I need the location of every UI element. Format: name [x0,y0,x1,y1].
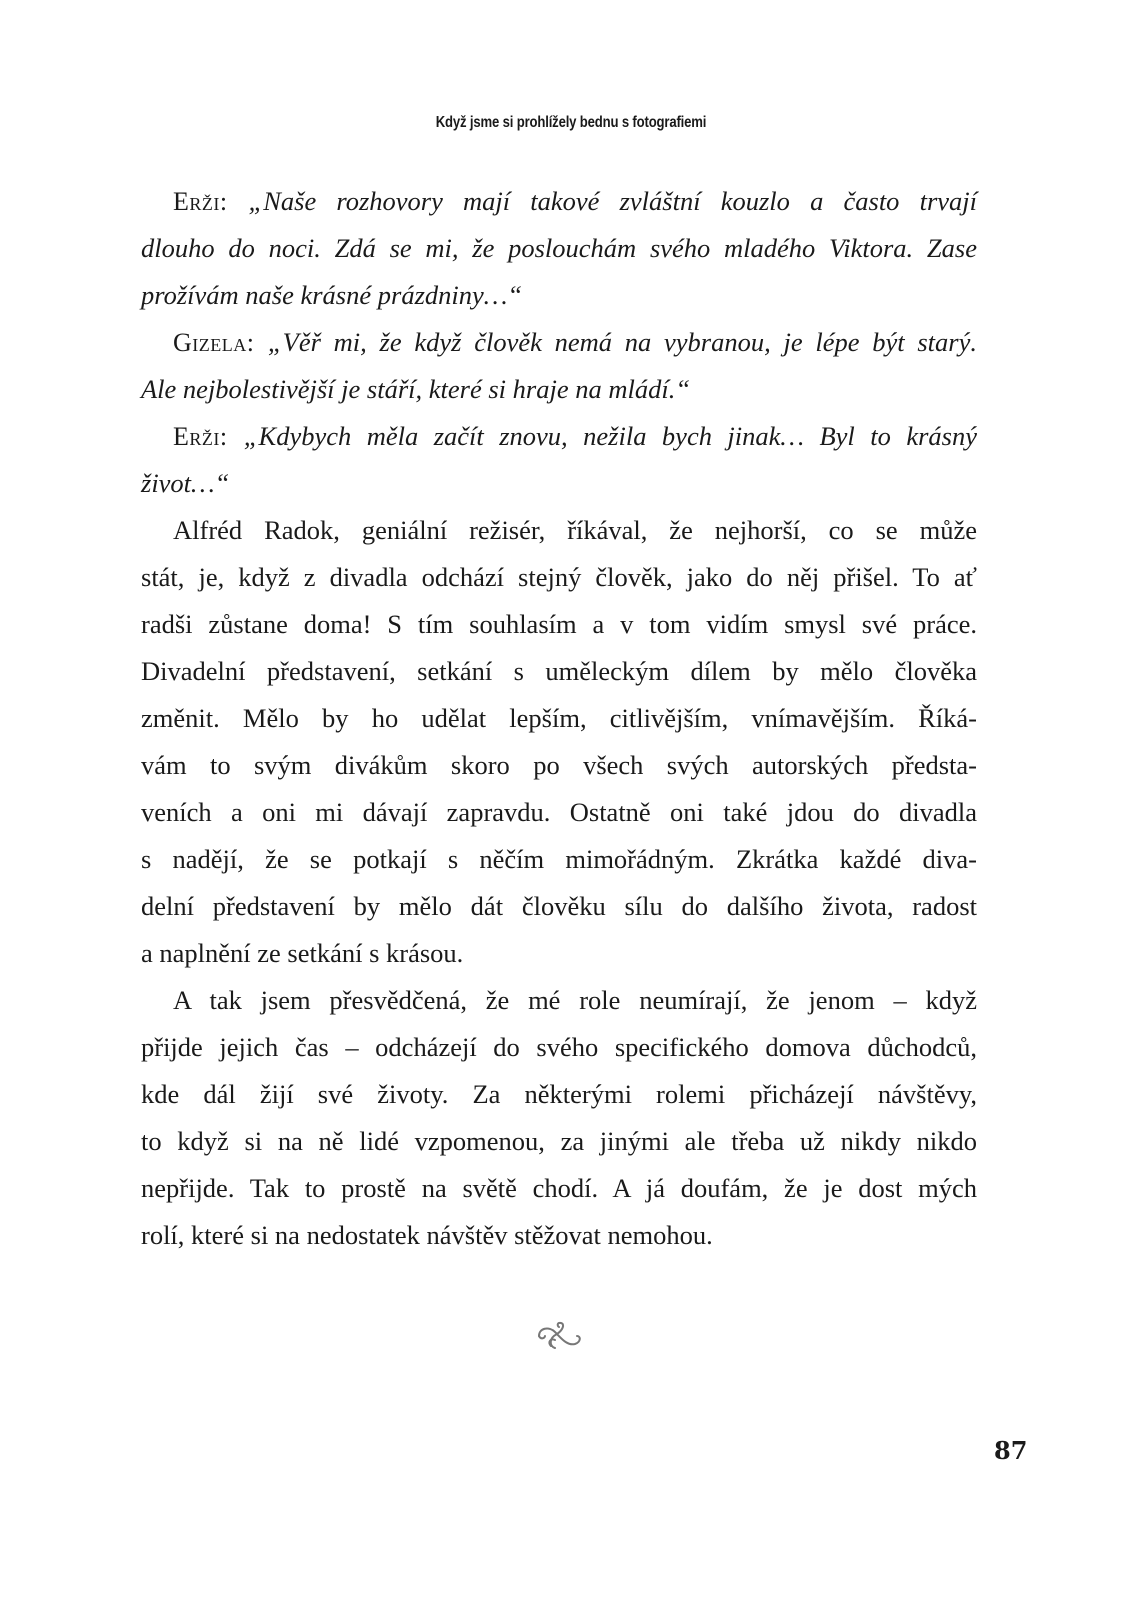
fleuron-icon [535,1320,585,1352]
text-line: delní představení by mělo dát člověku sílu do dalšího života, radost [141,891,977,921]
running-header: Když jsme si prohlížely bednu s fotografiemi [435,114,707,131]
dialogue-line: Ale nejbolestivější je stáří, které si hraje na mládí.“ [141,374,691,404]
text-line: Alfréd Radok, geniální režisér, říkával, že nejhorší, co se může [173,515,977,545]
dialogue-line: „Kdybych měla začít znovu, nežila bych jinak… Byl to krásný [243,421,977,451]
text-line: rolí, které si na nedostatek návštěv stěžovat nemohou. [141,1220,713,1250]
text-line: stát, je, když z divadla odchází stejný člověk, jako do něj přišel. To ať [141,562,977,592]
text-line: změnit. Mělo by ho udělat lepším, citlivějším, vnímavějším. Říká- [141,703,977,733]
dialogue-line: dlouho do noci. Zdá se mi, že poslouchám svého mladého Viktora. Zase [141,233,977,263]
dialogue-erzi-1 [141,178,977,319]
dialogue-line: život…“ [141,468,230,498]
paragraph-roles [141,977,977,1259]
dialogue-line: „Věř mi, že když člověk nemá na vybranou, je lépe být starý. [267,327,977,357]
speaker-name: Erži: [173,422,228,451]
text-line: a naplnění ze setkání s krásou. [141,938,464,968]
page-number: 87 [994,1436,1028,1465]
text-line: to když si na ně lidé vzpomenou, za jinými ale třeba už nikdy nikdo [141,1126,977,1156]
dialogue-line: prožívám naše krásné prázdniny…“ [141,280,523,310]
text-line: A tak jsem přesvědčená, že mé role neumírají, že jenom – když [173,985,977,1015]
text-line: Divadelní představení, setkání s uměleckým dílem by mělo člověka [141,656,977,686]
dialogue-line: „Naše rozhovory mají takové zvláštní kouzlo a často trvají [248,186,978,216]
paragraph-radok [141,507,977,977]
text-line: přijde jejich čas – odcházejí do svého specifického domova důchodců, [141,1032,977,1062]
speaker-name: Erži: [173,187,228,216]
text-line: radši zůstane doma! S tím souhlasím a v tom vidím smysl své práce. [141,609,977,639]
dialogue-gizela [141,319,977,413]
text-line: kde dál žijí své životy. Za některými rolemi přicházejí návštěvy, [141,1079,977,1109]
text-line: s nadějí, že se potkají s něčím mimořádným. Zkrátka každé diva- [141,844,977,874]
text-line: vám to svým divákům skoro po všech svých autorských předsta- [141,750,977,780]
text-line: veních a oni mi dávají zapravdu. Ostatně oni také jdou do divadla [141,797,977,827]
dialogue-erzi-2 [141,413,977,507]
text-line: nepřijde. Tak to prostě na světě chodí. A já doufám, že je dost mých [141,1173,977,1203]
speaker-name: Gizela: [173,328,255,357]
page-body [141,178,977,1259]
